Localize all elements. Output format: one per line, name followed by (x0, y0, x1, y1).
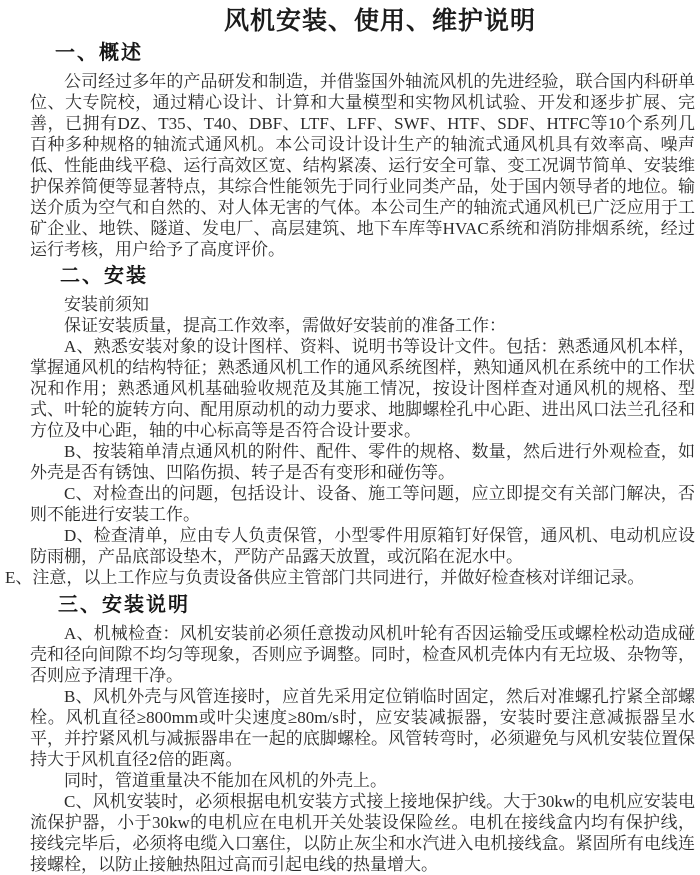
section-install-heading: 二、安装 (60, 265, 148, 287)
overview-paragraph: 公司经过多年的产品研发和制造，并借鉴国外轴流风机的先进经验，联合国内科研单位、大专院校，通过精心设计、计算和大量模型和实物风机试验、开发和逐步扩展、完善，已拥有DZ、T35、T40、DBF、LTF、LFF、SWF、HTF、SDF、HTFC等10个系列几百种多种规格的轴流式通风机。本公司设计设计生产的轴流式通风机具有效率高、噪声低、性能曲线平稳、运行高效区宽、结构紧凑、运行安全可靠、变工况调节简单、安装维护保养简便等显著特点，其综合性能领先于同行业同类产品，处于国内领导者的地位。输送介质为空气和自然的、对人体无害的气体。本公司生产的轴流式通风机已广泛应用于工矿企业、地铁、隧道、发电厂、高层建筑、地下车库等HVAC系统和消防排烟系统，经过运行考核，用户给予了高度评价。 (30, 72, 695, 259)
doc-title: 风机安装、使用、维护说明 (223, 7, 536, 35)
section-overview-heading: 一、概述 (55, 42, 143, 64)
install-item-e: E、注意，以上工作应与负责设备供应主管部门共同进行，并做好检查核对详细记录。 (5, 568, 645, 587)
install-note-title: 安装前须知 (64, 295, 149, 314)
section-instructions-heading: 三、安装说明 (58, 594, 190, 616)
install-item-b: B、按装箱单清点通风机的附件、配件、零件的规格、数量，然后进行外观检查，如外壳是否有锈蚀、凹陷伤损、转子是否有变形和碰伤等。 (30, 442, 695, 482)
install-item-a: A、熟悉安装对象的设计图样、资料、说明书等设计文件。包括：熟悉通风机本样，掌握通风机的结构特征；熟悉通风机工作的通风系统图样，熟知通风机在系统中的工作状况和作用；熟悉通风机基础验收规范及其施工情况，按设计图样查对通风机的规格、型式、叶轮的旋转方向、配用原动机的动力要求、地脚螺栓孔中心距、进出风口法兰孔径和方位及中心距，轴的中心标高等是否符合设计要求。 (30, 337, 695, 440)
instructions-item-c: C、风机安装时，必须根据电机安装方式接上接地保护线。大于30kw的电机应安装电流保护器，小于30kw的电机应在电机开关处装设保险丝。电机在接线盒内均有保护线，接线完毕后，必须将电缆入口塞住，以防止灰尘和水汽进入电机接线盒。紧固所有电线连接螺栓，以防止接触热阻过高而引起电线的热量增大。 (30, 792, 695, 874)
install-intro: 保证安装质量，提高工作效率，需做好安装前的准备工作： (64, 316, 506, 335)
instructions-item-a: A、机械检查：风机安装前必须任意拨动风机叶轮有否因运输受压或螺栓松动造成碰壳和径向间隙不均匀等现象，否则应予调整。同时，检查风机壳体内有无垃圾、杂物等，否则应予清理干净。 (30, 624, 695, 685)
install-item-d: D、检查清单，应由专人负责保管，小型零件用原箱钉好保管，通风机、电动机应设防雨棚，产品底部设垫木，严防产品露天放置，或沉陷在泥水中。 (30, 526, 695, 566)
install-item-c: C、对检查出的问题，包括设计、设备、施工等问题，应立即提交有关部门解决，否则不能进行安装工作。 (30, 484, 695, 524)
instructions-item-b: B、风机外壳与风管连接时，应首先采用定位销临时固定，然后对准螺孔拧紧全部螺栓。风机直径≥800mm或叶尖速度≥80m/s时，应安装减振器，安装时要注意减振器呈水平，并拧紧风机与减振器串在一起的底脚螺栓。风管转弯时，必须避免与风机安装位置保持大于风机直径2倍的距离。 (30, 687, 695, 769)
instructions-pipe-note: 同时，管道重量决不能加在风机的外壳上。 (64, 771, 387, 790)
